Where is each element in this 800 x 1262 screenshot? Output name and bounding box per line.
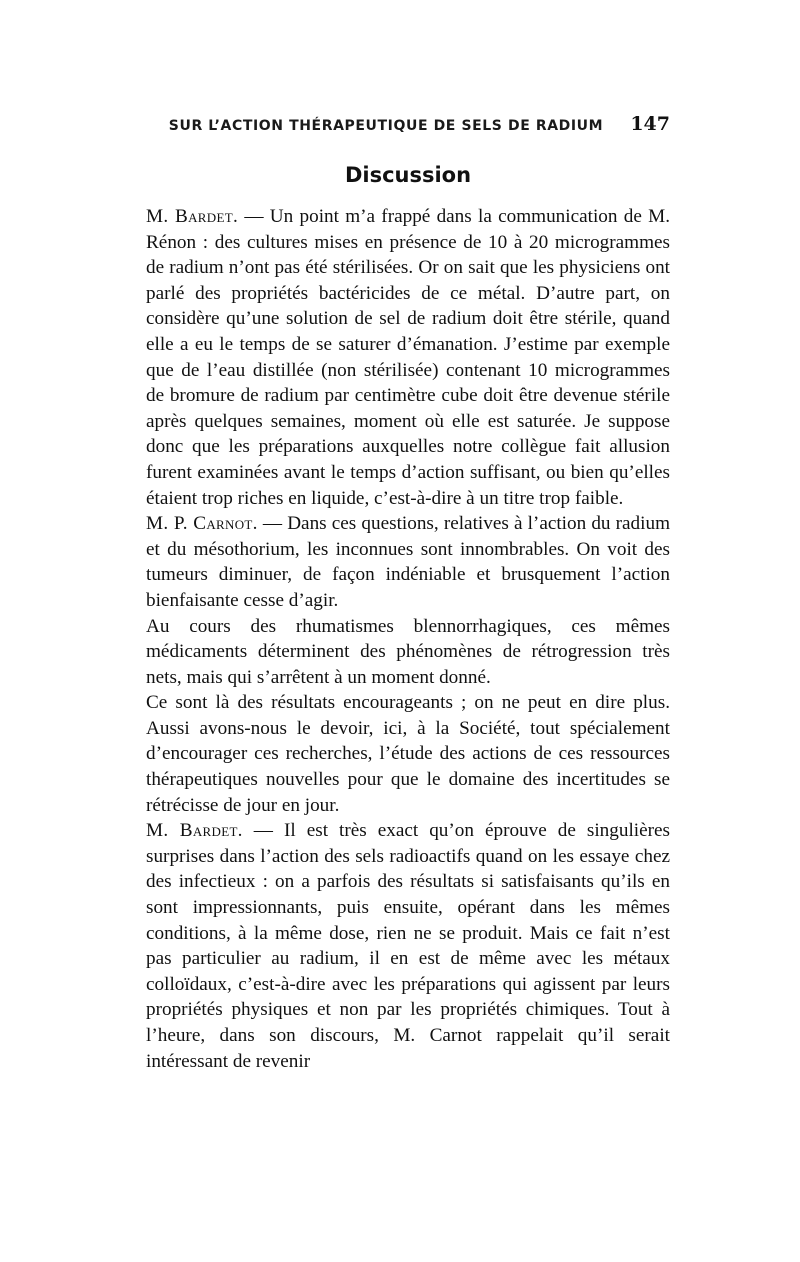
paragraph-text: Ce sont là des résultats encourageants ; on ne peut en dire plus. Aussi avons-nous le devoir, ici, à la Société, tout spécialement d’encourager ces recherches, l’étude des actions de ces ressources thérapeutiques nouvelles pour que le domaine des incertitudes se rétrécisse de jour en jour. — [146, 692, 670, 816]
speaker-name: M. P. Carnot. — [146, 513, 258, 535]
section-title: Discussion — [344, 163, 472, 187]
paragraph-text: — Un point m’a frappé dans la communication de M. Rénon : des cultures mises en présence de 10 à 20 microgrammes de radium n’ont pas été stérilisées. Or on sait que les physiciens ont parlé des propriétés bactéricides de ce métal. D’autre part, on considère qu’une solution de sel de radium doit être stérile, quand elle a eu le temps de se saturer d’émanation. J’estime par exemple que de l’eau distillée (non stérilisée) contenant 10 microgrammes de bromure de radium par centimètre cube doit être devenue stérile après quelques semaines, moment où elle est saturée. Je suppose donc que les préparations auxquelles notre collègue fait allusion furent examinées avant le temps d’action suffisant, ou bien qu’elles étaient trop riches en liquide, c’est-à-dire à un titre trop faible. — [146, 206, 670, 509]
speaker-name: M. Bardet. — [146, 820, 243, 842]
paragraph — [146, 204, 670, 511]
paragraph — [146, 511, 670, 613]
page-number: 147 — [630, 113, 670, 135]
running-title: SUR L’ACTION THÉRAPEUTIQUE DE SELS DE RADIUM — [168, 118, 604, 134]
paragraph-text: Au cours des rhumatismes blennorrhagiques, ces mêmes médicaments déterminent des phénomènes de rétrogression très nets, mais qui s’arrêtent à un moment donné. — [146, 615, 670, 688]
paragraph-text: — Il est très exact qu’on éprouve de singulières surprises dans l’action des sels radioactifs quand on les essaye chez des infectieux : on a parfois des résultats si satisfaisants qu’ils en sont impressionnants, puis ensuite, opérant dans les mêmes conditions, à la même dose, rien ne se produit. Mais ce fait n’est pas particulier au radium, il en est de même avec les métaux colloïdaux, c’est-à-dire avec les préparations qui agissent par leurs propriétés physiques et non par les propriétés chimiques. Tout à l’heure, dans son discours, M. Carnot rappelait qu’il serait intéressant de revenir — [146, 820, 670, 1072]
discussion-body — [146, 204, 670, 1074]
paragraph — [146, 818, 670, 1074]
paragraph-text: — Dans ces questions, relatives à l’action du radium et du mésothorium, les inconnues sont innombrables. On voit des tumeurs diminuer, de façon indéniable et brusquement l’action bienfaisante cesse d’agir. — [146, 513, 671, 611]
speaker-name: M. Bardet. — [146, 206, 239, 227]
paragraph — [146, 614, 670, 691]
paragraph — [146, 690, 670, 818]
running-header — [146, 113, 670, 139]
